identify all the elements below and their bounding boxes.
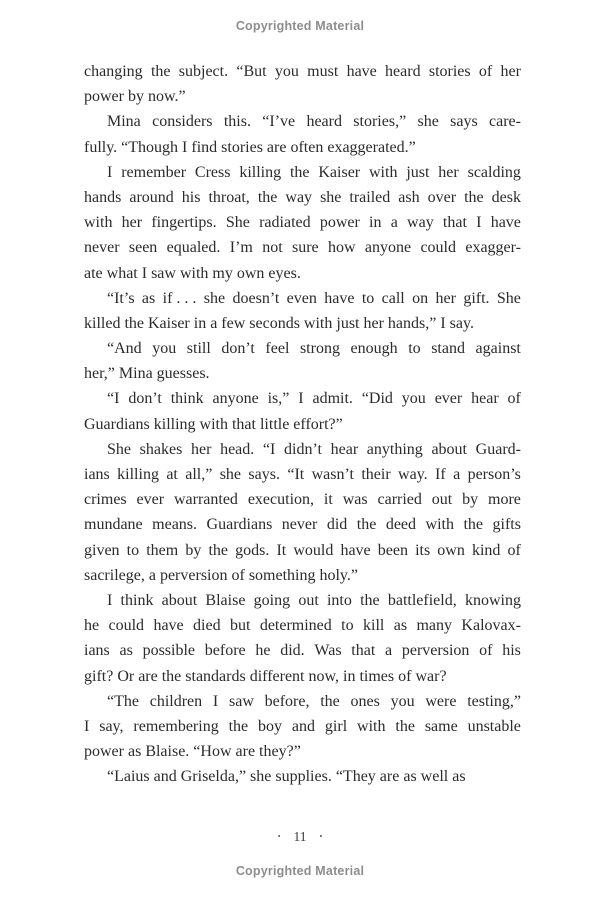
page-number: 11 — [293, 829, 307, 844]
text-line: never seen equaled. I’m not sure how anyone could exagger- — [84, 239, 521, 257]
text-line: changing the subject. “But you must have heard stories of her — [84, 63, 521, 80]
text-line: given to them by the gods. It would have been its own kind of — [84, 541, 521, 559]
text-line: mundane means. Guardians never did the deed with the gifts — [84, 516, 521, 534]
text-line: gift? Or are the standards different now, in times of war? — [84, 667, 447, 685]
text-line: I think about Blaise going out into the battlefield, knowing — [107, 591, 521, 609]
copyright-notice-bottom: Copyrighted Material — [235, 864, 365, 878]
text-line: Mina considers this. “I’ve heard stories,” she says care- — [107, 113, 521, 131]
text-line: hands around his throat, the way she trailed ash over the desk — [84, 188, 521, 206]
folio — [0, 828, 600, 846]
text-line: power as Blaise. “How are they?” — [84, 743, 301, 761]
folio-dot-right: • — [319, 832, 323, 841]
text-line: ians as possible before he did. Was that a perversion of his — [84, 642, 521, 660]
copyright-notice-top: Copyrighted Material — [235, 19, 365, 33]
text-line: “It’s as if . . . she doesn’t even have to call on her gift. She — [107, 289, 521, 307]
text-line: “The children I saw before, the ones you were testing,” — [107, 692, 521, 710]
page-body — [84, 59, 521, 789]
text-line: “And you still don’t feel strong enough to stand against — [107, 340, 521, 358]
text-line: crimes ever warranted execution, it was carried out by more — [84, 491, 521, 509]
text-line: I say, remembering the boy and girl with the same unstable — [84, 717, 521, 735]
text-line: ians killing at all,” she says. “It wasn’t their way. If a person’s — [84, 466, 521, 483]
text-line: She shakes her head. “I didn’t hear anything about Guard- — [107, 440, 521, 458]
text-line: he could have died but determined to kill as many Kalovax- — [84, 617, 521, 635]
text-line: killed the Kaiser in a few seconds with just her hands,” I say. — [84, 314, 474, 332]
text-line: power by now.” — [84, 88, 186, 106]
text-line: fully. “Though I find stories are often exaggerated.” — [84, 138, 416, 156]
text-line: Guardians killing with that little effort?” — [84, 415, 343, 433]
text-line: her,” Mina guesses. — [84, 365, 210, 383]
text-line: ate what I saw with my own eyes. — [84, 264, 301, 282]
text-line: sacrilege, a perversion of something holy.” — [84, 566, 358, 584]
text-line: with her fingertips. She radiated power in a way that I have — [84, 214, 521, 232]
folio-dot-left: • — [277, 832, 281, 841]
text-line: “Laius and Griselda,” she supplies. “They are as well as — [107, 768, 466, 786]
text-line: I remember Cress killing the Kaiser with just her scalding — [107, 163, 521, 181]
text-line: “I don’t think anyone is,” I admit. “Did you ever hear of — [107, 390, 521, 408]
